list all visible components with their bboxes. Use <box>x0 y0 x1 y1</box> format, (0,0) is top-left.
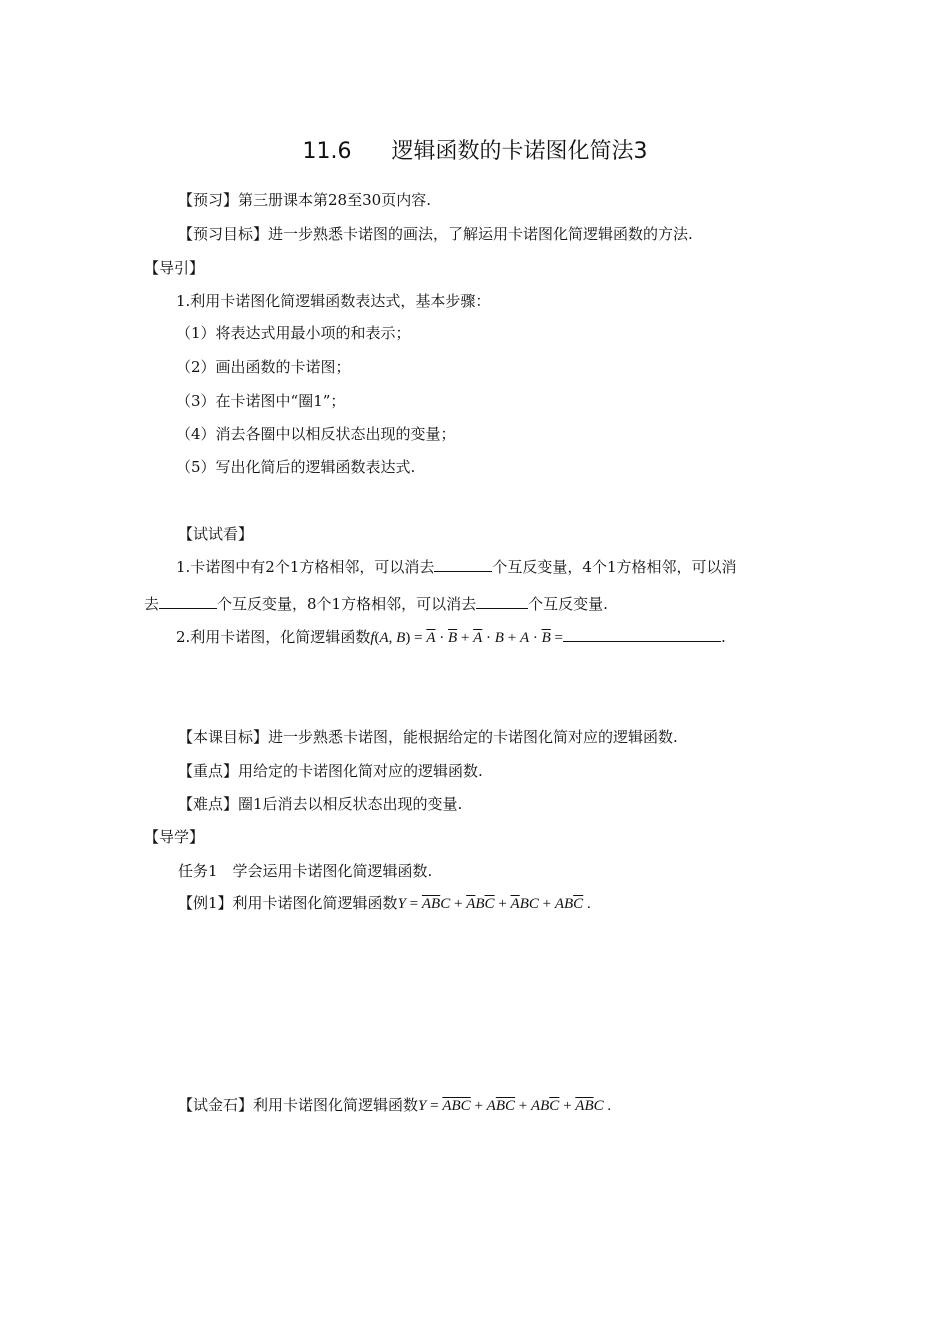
page-title <box>0 138 950 166</box>
key-point-text: 用给定的卡诺图化简对应的逻辑函数. <box>238 762 483 780</box>
example-tag: 【例1】 <box>178 894 233 912</box>
preview-line <box>178 190 431 210</box>
guide-step-2: （2）画出函数的卡诺图； <box>176 358 351 376</box>
preview-text: 第三册课本第28至30页内容. <box>238 191 431 209</box>
answer-blank-1[interactable] <box>434 557 492 572</box>
title-text: 逻辑函数的卡诺图化简法3 <box>391 139 648 164</box>
lesson-goal-tag: 【本课目标】 <box>178 728 269 746</box>
test-text: 利用卡诺图化简逻辑函数 <box>253 1096 419 1114</box>
difficulty-line <box>178 794 462 814</box>
lesson-goal-line <box>178 727 678 747</box>
try-q1-text-d: 个互反变量，8个1方格相邻，可以消去 <box>217 595 477 613</box>
difficulty-tag: 【难点】 <box>178 795 239 813</box>
guide-step-3: （3）在卡诺图中“圈1”； <box>176 392 346 410</box>
try-q1-text-b: 个互反变量，4个1方格相邻，可以消 <box>492 558 737 576</box>
preview-goal-line <box>178 224 693 244</box>
preview-tag: 【预习】 <box>178 191 239 209</box>
formula-f: f(A, $B) = \overline{A} \cdot \overline{B} + \overline{A} \cdot B + A \cdot \overline{B}$ = <box>370 630 563 646</box>
guide-step-5: （5）写出化简后的逻辑函数表达式. <box>176 458 416 476</box>
learn-heading: 【导学】 <box>144 828 205 846</box>
test-line <box>178 1095 611 1116</box>
answer-blank-3[interactable] <box>476 594 528 609</box>
answer-blank-4[interactable] <box>563 627 721 642</box>
try-q1-text-e: 个互反变量. <box>528 595 608 613</box>
try-q2-line <box>176 627 726 648</box>
try-q2-text: 2.利用卡诺图，化简逻辑函数 <box>176 628 371 646</box>
try-q2-end: . <box>721 628 726 646</box>
formula-test: $Y = \overline{ABC} + A\overline{BC} + AB\overline{C} + \overline{AB}C$ . <box>418 1098 612 1114</box>
task-1: 任务1 学会运用卡诺图化简逻辑函数. <box>178 862 433 880</box>
example-1-line <box>178 893 591 914</box>
key-point-tag: 【重点】 <box>178 762 239 780</box>
try-q1-line2 <box>144 594 608 614</box>
try-q1-line1 <box>176 557 737 577</box>
preview-goal-text: 进一步熟悉卡诺图的画法，了解运用卡诺图化简逻辑函数的方法. <box>268 225 693 243</box>
try-heading: 【试试看】 <box>178 525 254 543</box>
lesson-goal-text: 进一步熟悉卡诺图，能根据给定的卡诺图化简对应的逻辑函数. <box>268 728 678 746</box>
guide-step-4: （4）消去各圈中以相反状态出现的变量； <box>176 425 456 443</box>
difficulty-text: 圈1后消去以相反状态出现的变量. <box>238 795 463 813</box>
preview-goal-tag: 【预习目标】 <box>178 225 269 243</box>
test-tag: 【试金石】 <box>178 1096 254 1114</box>
example-text: 利用卡诺图化简逻辑函数 <box>232 894 398 912</box>
guide-step-intro: 1.利用卡诺图化简逻辑函数表达式，基本步骤： <box>176 292 491 310</box>
formula-example: $Y = \overline{A}\overline{B}C + \overline{A}B\overline{C} + \overline{A}BC + AB\overline{C}$ . <box>397 896 591 912</box>
answer-blank-2[interactable] <box>159 594 217 609</box>
guide-step-1: （1）将表达式用最小项的和表示； <box>176 324 411 342</box>
guide-heading: 【导引】 <box>144 259 205 277</box>
try-q1-text-c: 去 <box>144 595 160 613</box>
key-point-line <box>178 761 483 781</box>
try-q1-text-a: 1.卡诺图中有2个1方格相邻，可以消去 <box>176 558 435 576</box>
section-number: 11.6 <box>302 139 352 164</box>
